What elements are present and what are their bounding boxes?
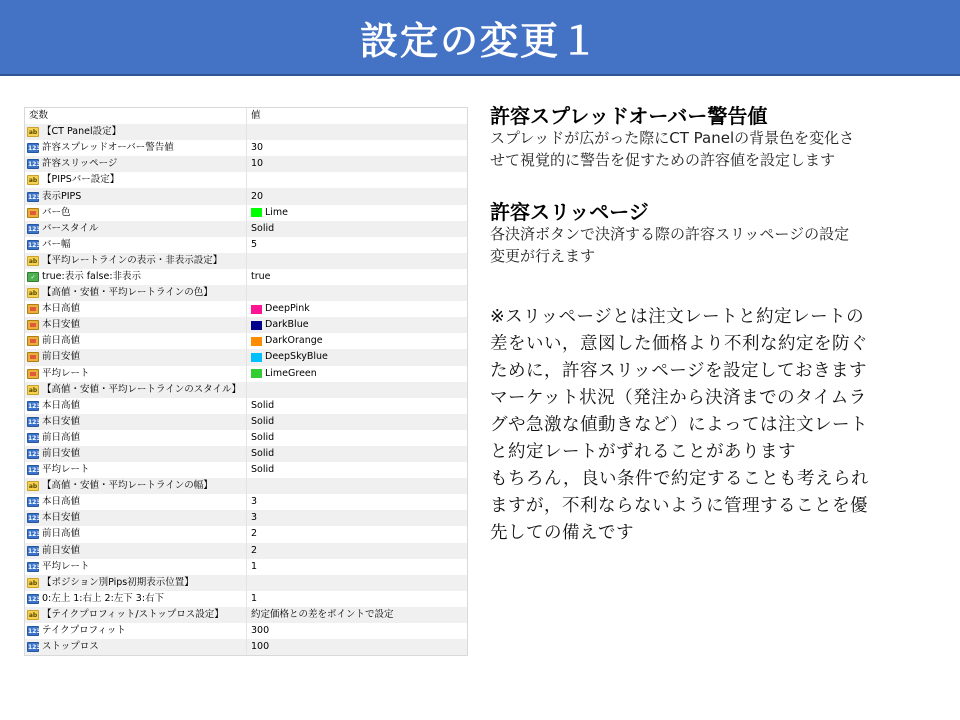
color-param-icon (27, 352, 39, 362)
param-name: 平均レート (42, 367, 90, 379)
param-value: Solid (251, 448, 275, 460)
table-row[interactable] (25, 317, 467, 333)
table-row[interactable] (25, 559, 467, 575)
param-value: LimeGreen (265, 367, 317, 379)
color-param-icon (27, 320, 39, 330)
param-value-cell[interactable] (246, 172, 467, 188)
param-value: Solid (251, 222, 275, 234)
note-line: グや急激な値動きなど）によっては注文レート (490, 415, 868, 435)
table-row[interactable] (25, 140, 467, 156)
slippage-note (490, 304, 869, 547)
param-value-cell[interactable] (246, 269, 467, 285)
table-row[interactable] (25, 510, 467, 526)
param-value-cell[interactable] (246, 349, 467, 365)
param-name: 前日安値 (42, 351, 81, 363)
param-value: 5 (251, 238, 258, 250)
note-line: 差をいい，意図した価格より不利な約定を防ぐ (490, 334, 868, 354)
table-row[interactable] (25, 639, 467, 655)
table-row[interactable] (25, 414, 467, 430)
param-value: 3 (251, 496, 258, 508)
param-name-cell (25, 349, 246, 365)
param-name-cell (25, 462, 246, 478)
title-banner (0, 0, 960, 76)
param-name: true:表示 false:非表示 (42, 270, 142, 282)
param-value-cell[interactable] (246, 543, 467, 559)
bool-param-icon: ✓ (27, 272, 39, 282)
column-header-variable[interactable]: 変数 (29, 110, 49, 122)
param-name-cell (25, 333, 246, 349)
table-row[interactable] (25, 221, 467, 237)
param-name: 【高値・安値・平均レートラインのスタイル】 (42, 383, 242, 395)
note-line: ※スリッページとは注文レートと約定レートの (490, 307, 865, 327)
number-param-icon: 123 (28, 644, 41, 652)
param-name: バースタイル (42, 222, 99, 234)
param-name: 表示PIPS (42, 190, 82, 202)
param-name: 0:左上 1:右上 2:左下 3:右下 (42, 592, 165, 604)
table-row[interactable] (25, 237, 467, 253)
param-name-cell (25, 623, 246, 639)
table-row[interactable] (25, 478, 467, 494)
param-name-cell (25, 494, 246, 510)
text-param-icon: ab (28, 129, 38, 137)
table-row[interactable] (25, 349, 467, 365)
param-value-cell[interactable] (246, 333, 467, 349)
table-row[interactable] (25, 366, 467, 382)
note-line: 先しての備えです (490, 523, 634, 543)
param-value-cell[interactable] (246, 526, 467, 542)
param-name-cell (25, 543, 246, 559)
param-name: 前日安値 (42, 448, 81, 460)
param-name: 本日高値 (42, 496, 81, 508)
table-row[interactable] (25, 430, 467, 446)
text-param-icon: ab (28, 611, 38, 619)
param-name: 【高値・安値・平均レートラインの幅】 (42, 480, 213, 492)
color-param-icon (27, 336, 39, 346)
table-row[interactable] (25, 591, 467, 607)
param-name: バー幅 (42, 238, 71, 250)
param-value: Lime (265, 206, 289, 218)
table-row[interactable] (25, 333, 467, 349)
param-name: 【ポジション別Pips初期表示位置】 (42, 576, 194, 588)
param-value: Solid (251, 399, 275, 411)
param-value: true (251, 270, 271, 282)
table-row[interactable] (25, 623, 467, 639)
param-value-cell[interactable] (246, 575, 467, 591)
param-value-cell[interactable] (246, 366, 467, 382)
table-row[interactable] (25, 172, 467, 188)
param-value-cell[interactable] (246, 607, 467, 623)
param-value-cell[interactable] (246, 478, 467, 494)
param-value-cell[interactable] (246, 382, 467, 398)
text-param-icon: ab (28, 177, 38, 185)
param-value-cell[interactable] (246, 414, 467, 430)
param-value: 1 (251, 592, 258, 604)
param-name: 本日安値 (42, 319, 81, 331)
number-param-icon: 123 (28, 628, 41, 636)
param-name: 本日安値 (42, 512, 81, 524)
table-row[interactable] (25, 575, 467, 591)
table-row[interactable] (25, 607, 467, 623)
param-name: テイクプロフィット (42, 625, 126, 637)
param-value: Solid (251, 431, 275, 443)
param-name: 前日高値 (42, 335, 81, 347)
param-name-cell (25, 398, 246, 414)
table-row[interactable] (25, 543, 467, 559)
text-param-icon: ab (28, 290, 38, 298)
param-name-cell (25, 221, 246, 237)
text-param-icon: ab (28, 386, 38, 394)
param-value-cell[interactable] (246, 140, 467, 156)
text-param-icon: ab (28, 579, 38, 587)
param-value-cell[interactable] (246, 124, 467, 140)
param-name: 本日高値 (42, 399, 81, 411)
slippage-heading: 許容スリッページ (490, 200, 649, 224)
param-value-cell[interactable] (246, 398, 467, 414)
spread-description-1: スプレッドが広がった際にCT Panelの背景色を変化さ (490, 129, 855, 147)
param-value: 100 (251, 641, 270, 653)
table-row[interactable] (25, 526, 467, 542)
table-row[interactable] (25, 398, 467, 414)
number-param-icon: 123 (28, 193, 41, 201)
param-value: 1 (251, 560, 258, 572)
param-value-cell[interactable] (246, 221, 467, 237)
param-value-cell[interactable] (246, 494, 467, 510)
param-name-cell (25, 140, 246, 156)
param-name: 許容スリッページ (42, 158, 118, 170)
color-swatch (251, 353, 262, 362)
table-row[interactable] (25, 124, 467, 140)
param-name-cell (25, 205, 246, 221)
table-row[interactable] (25, 494, 467, 510)
param-name-cell (25, 285, 246, 301)
param-name: 本日高値 (42, 303, 81, 315)
column-header-value[interactable]: 値 (246, 108, 467, 124)
spread-description-2: せて視覚的に警告を促すための許容値を設定します (490, 151, 836, 169)
param-name: 前日高値 (42, 431, 81, 443)
table-row[interactable] (25, 285, 467, 301)
note-line: もちろん，良い条件で約定することも考えられ (490, 469, 870, 489)
note-line: マーケット状況（発注から決済までのタイムラ (490, 388, 867, 408)
param-value-cell[interactable] (246, 639, 467, 655)
param-name-cell (25, 478, 246, 494)
table-row[interactable] (25, 188, 467, 204)
color-param-icon (27, 369, 39, 379)
color-swatch (251, 305, 262, 314)
param-value-cell[interactable] (246, 623, 467, 639)
color-param-icon (27, 304, 39, 314)
param-value-cell[interactable] (246, 430, 467, 446)
param-name-cell (25, 607, 246, 623)
param-name-cell (25, 446, 246, 462)
text-param-icon: ab (28, 257, 38, 265)
param-value-cell[interactable] (246, 591, 467, 607)
param-name-cell (25, 575, 246, 591)
param-name: 前日安値 (42, 544, 81, 556)
param-name: 平均レート (42, 464, 90, 476)
param-name: ストップロス (42, 641, 99, 653)
color-swatch (251, 321, 262, 330)
param-name: 平均レート (42, 560, 90, 572)
number-param-icon: 123 (28, 451, 41, 459)
grid-header (25, 108, 467, 124)
param-value: 300 (251, 625, 270, 637)
number-param-icon: 123 (28, 515, 41, 523)
param-name-cell (25, 639, 246, 655)
param-name-cell (25, 188, 246, 204)
param-name: 【平均レートラインの表示・非表示設定】 (42, 254, 223, 266)
param-name-cell (25, 430, 246, 446)
number-param-icon: 123 (28, 547, 41, 555)
param-value-cell[interactable] (246, 253, 467, 269)
param-name-cell (25, 559, 246, 575)
spread-heading: 許容スプレッドオーバー警告値 (490, 104, 768, 128)
number-param-icon: 123 (28, 531, 41, 539)
color-param-icon (27, 208, 39, 218)
param-value: 20 (251, 190, 264, 202)
slippage-description-2: 変更が行えます (490, 247, 596, 265)
param-name: 【テイクプロフィット/ストップロス設定】 (42, 608, 224, 620)
param-value-cell[interactable] (246, 559, 467, 575)
param-value: DarkOrange (265, 335, 323, 347)
param-name-cell (25, 317, 246, 333)
param-name-cell (25, 237, 246, 253)
table-row[interactable] (25, 253, 467, 269)
param-name: 【PIPSバー設定】 (42, 174, 120, 186)
note-line: ために，許容スリッページを設定しておきます (490, 361, 867, 381)
page-title: 設定の変更１ (359, 18, 600, 63)
table-row[interactable] (25, 382, 467, 398)
settings-grid (24, 107, 468, 656)
param-value-cell[interactable] (246, 156, 467, 172)
text-param-icon: ab (28, 483, 38, 491)
note-line: と約定レートがずれることがあります (490, 442, 796, 462)
param-value-cell[interactable] (246, 205, 467, 221)
param-value-cell[interactable] (246, 301, 467, 317)
param-value-cell[interactable] (246, 285, 467, 301)
table-row[interactable] (25, 462, 467, 478)
table-row[interactable] (25, 205, 467, 221)
param-value-cell[interactable] (246, 237, 467, 253)
param-name-cell (25, 172, 246, 188)
param-name-cell (25, 253, 246, 269)
number-param-icon: 123 (28, 145, 41, 153)
param-name-cell (25, 269, 246, 285)
param-value: 10 (251, 158, 264, 170)
param-value: 2 (251, 544, 258, 556)
param-value: 約定価格との差をポイントで設定 (251, 608, 394, 620)
number-param-icon: 123 (28, 161, 41, 169)
param-value: DarkBlue (265, 319, 309, 331)
param-name: 前日高値 (42, 528, 81, 540)
color-swatch (251, 369, 262, 378)
param-name: 許容スプレッドオーバー警告値 (42, 142, 174, 154)
param-value-cell[interactable] (246, 317, 467, 333)
param-name-cell (25, 526, 246, 542)
number-param-icon: 123 (28, 595, 41, 603)
param-name: 【CT Panel設定】 (42, 126, 122, 138)
table-row[interactable] (25, 301, 467, 317)
param-value: Solid (251, 415, 275, 427)
number-param-icon: 123 (28, 402, 41, 410)
param-value-cell[interactable] (246, 446, 467, 462)
param-value: 2 (251, 528, 258, 540)
param-name: 本日安値 (42, 415, 81, 427)
param-value-cell[interactable] (246, 510, 467, 526)
param-name-cell (25, 510, 246, 526)
param-name-cell (25, 156, 246, 172)
table-row[interactable] (25, 446, 467, 462)
number-param-icon: 123 (28, 225, 41, 233)
number-param-icon: 123 (28, 467, 41, 475)
param-value: 30 (251, 142, 264, 154)
param-name: 【高値・安値・平均レートラインの色】 (42, 287, 213, 299)
param-name-cell (25, 414, 246, 430)
param-value: 3 (251, 512, 258, 524)
param-name-cell (25, 301, 246, 317)
number-param-icon: 123 (28, 434, 41, 442)
number-param-icon: 123 (28, 563, 41, 571)
number-param-icon: 123 (28, 499, 41, 507)
param-value: DeepPink (265, 303, 310, 315)
table-row[interactable] (25, 156, 467, 172)
color-swatch (251, 208, 262, 217)
param-name-cell (25, 591, 246, 607)
param-name-cell (25, 382, 246, 398)
number-param-icon: 123 (28, 418, 41, 426)
param-value: Solid (251, 464, 275, 476)
color-swatch (251, 337, 262, 346)
number-param-icon: 123 (28, 241, 41, 249)
param-name-cell (25, 366, 246, 382)
param-value: DeepSkyBlue (265, 351, 328, 363)
slippage-description-1: 各決済ボタンで決済する際の許容スリッページの設定 (490, 225, 850, 243)
param-name: バー色 (42, 206, 71, 218)
param-name-cell (25, 124, 246, 140)
note-line: ますが，不利ならないように管理することを優 (490, 496, 868, 516)
param-value-cell[interactable] (246, 462, 467, 478)
param-value-cell[interactable] (246, 188, 467, 204)
table-row[interactable] (25, 269, 467, 285)
